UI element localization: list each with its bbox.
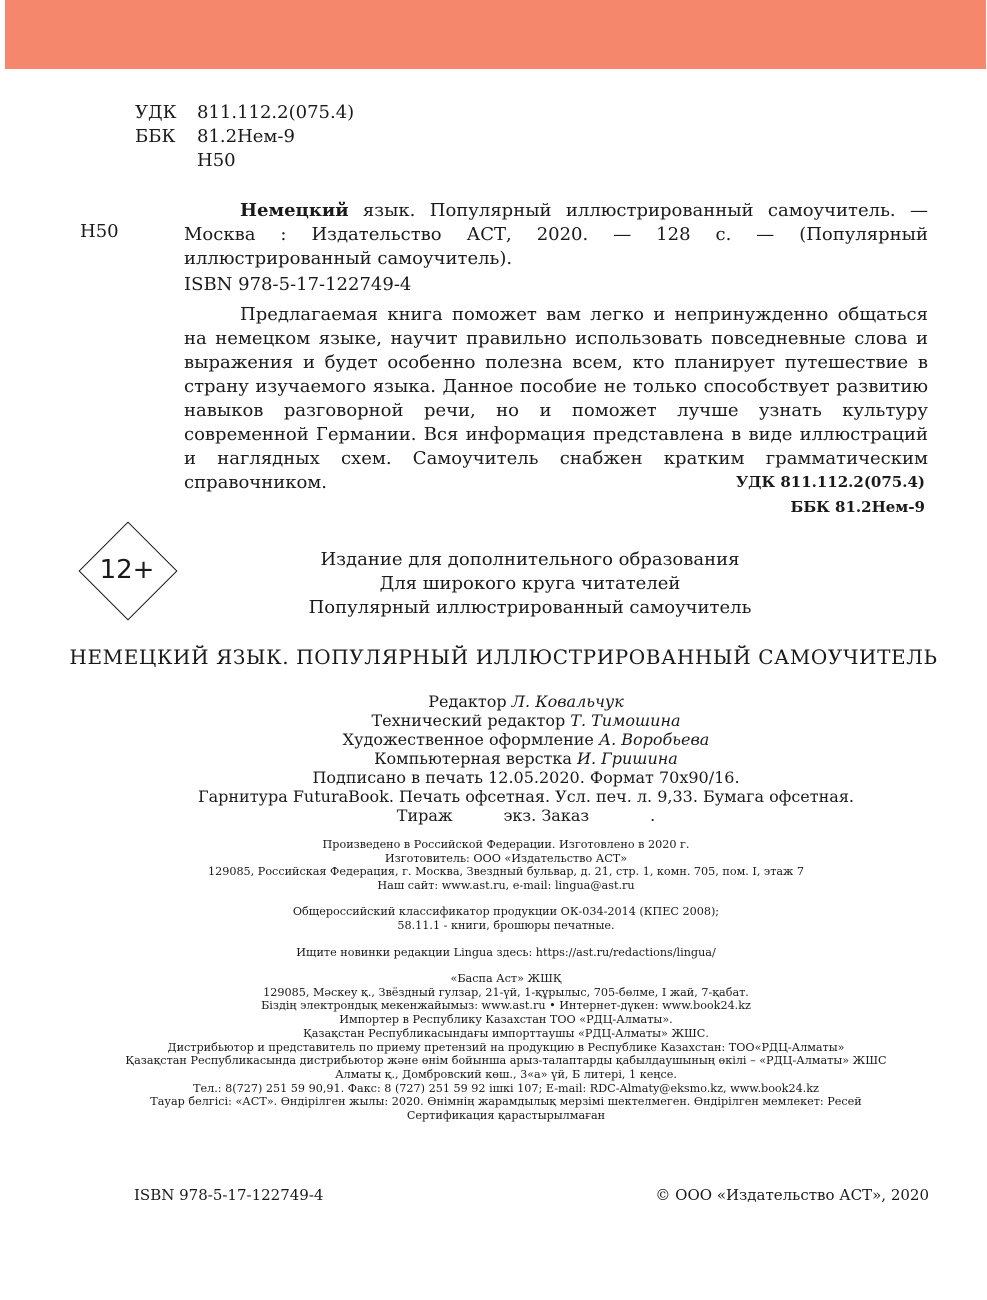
art-design-line: [180, 730, 872, 749]
bbk-value: 81.2Нем-9: [197, 126, 295, 147]
tech-editor-line: [180, 711, 872, 730]
author-mark: Н50: [80, 221, 119, 242]
age-rating-label: 12+: [99, 555, 155, 585]
footer-isbn: ISBN 978-5-17-122749-4: [134, 1186, 324, 1204]
editor-name: Л. Ковальчук: [511, 692, 624, 711]
production-line: Произведено в Российской Федерации. Изготовлено в 2020 г.: [322, 838, 690, 851]
tech-editor-role: Технический редактор: [371, 711, 571, 730]
art-design-role: Художественное оформление: [342, 730, 599, 749]
tech-editor-name: Т. Тимошина: [570, 711, 681, 730]
kz-line: Дистрибьютор и представитель по приему претензий на продукцию в Республике Казахстан: ТОО«РДЦ-Алматы»: [167, 1040, 845, 1054]
classification-codes-summary: [736, 470, 925, 520]
edition-line: Популярный иллюстрированный самоучитель: [308, 597, 752, 618]
production-line: 129085, Российская Федерация, г. Москва, Звездный бульвар, д. 21, стр. 1, комн. 705, пом. I, этаж 7: [207, 865, 805, 879]
classifier-info: [60, 905, 952, 932]
art-design-name: А. Воробьева: [598, 730, 710, 749]
kz-line: Біздің электрондық мекенжайымыз: www.ast.ru • Интернет-дүкен: www.book24.kz: [261, 999, 751, 1013]
layout-role: Компьютерная верстка: [374, 749, 578, 768]
udk-label: УДК: [135, 102, 177, 123]
book-title: НЕМЕЦКИЙ ЯЗЫК. ПОПУЛЯРНЫЙ ИЛЛЮСТРИРОВАННЫЙ САМОУЧИТЕЛЬ: [69, 645, 938, 669]
edition-info: [180, 548, 880, 620]
layout-name: И. Гришина: [577, 749, 678, 768]
kz-line: Сертификация қарастырылмаған: [406, 1109, 606, 1123]
kz-line: Импортер в Республику Казахстан ТОО «РДЦ-Алматы».: [339, 1013, 673, 1027]
circulation-line: Тираж экз. Заказ .: [396, 806, 656, 825]
isbn-line: ISBN 978-5-17-122749-4: [184, 274, 412, 295]
layout-line: [180, 749, 872, 768]
editor-role: Редактор: [428, 692, 512, 711]
book-description: Предлагаемая книга поможет вам легко и непринужденно общаться на немецком языке, научит правильно использовать повседневные слова и выражения и будет особенно полезна всем, кто планирует путешествие в страну изучаемого языка. Данное пособие не только способствует развитию навыков разговорной речи, но и поможет лучше узнать культуру современной Германии. Вся информация представлена в виде иллюстраций и наглядных схем. Самоучитель снабжен кратким грамматическим справочником.: [184, 304, 928, 493]
header-color-band: [5, 0, 986, 69]
production-line: Наш сайт: www.ast.ru, e-mail: lingua@ast.ru: [377, 879, 635, 893]
novelties-line: Ищите новинки редакции Lingua здесь: https://ast.ru/redactions/lingua/: [296, 946, 716, 959]
production-info: [60, 838, 952, 893]
author-code: Н50: [197, 150, 236, 171]
kz-line: Қазақстан Республикасында дистрибьютор және өнім бойынша арыз-талаптарды қабылдаушының өкілі – «РДЦ-Алматы» ЖШС: [125, 1054, 887, 1068]
bbk-summary: ББК 81.2Нем-9: [790, 498, 925, 516]
classification-codes: [135, 101, 354, 173]
kz-line: Тел.: 8(727) 251 59 90,91. Факс: 8 (727) 251 59 92 ішкі 107; E-mail: RDC-Almaty@eksmo.kz, www.book24.kz: [193, 1081, 819, 1095]
bbk-label: ББК: [135, 126, 176, 147]
kazakhstan-info: [60, 972, 952, 1123]
footer-copyright: © ООО «Издательство АСТ», 2020: [655, 1186, 929, 1204]
classifier-line: Общероссийский классификатор продукции ОК-034-2014 (КПЕС 2008);: [292, 905, 720, 918]
udk-summary: УДК 811.112.2(075.4): [735, 473, 925, 491]
credits-block: [180, 692, 872, 825]
bibliographic-annotation: [184, 199, 928, 271]
kz-line: Алматы қ., Домбровский көш., 3«а» үй, Б литері, 1 кеңсе.: [335, 1067, 677, 1081]
signed-line: Подписано в печать 12.05.2020. Формат 70х90/16.: [312, 768, 740, 787]
kz-line: «Баспа Аст» ЖШҚ: [450, 972, 562, 985]
kz-line: 129085, Мәскеу қ., Звёздный гулзар, 21-үй, 1-құрылыс, 705-бөлме, I жай, 7-қабат.: [263, 985, 749, 999]
kz-line: Тауар белгісі: «АСТ». Өндірілген жылы: 2020. Өнімнің жарамдылық мерзімі шектелмеген. Өндірілген мемлекет: Ресей: [150, 1095, 862, 1109]
font-paper-line: Гарнитура FuturaBook. Печать офсетная. Усл. печ. л. 9,33. Бумага офсетная.: [197, 787, 854, 806]
editor-line: [180, 692, 872, 711]
production-line: Изготовитель: ООО «Издательство АСТ»: [384, 851, 628, 865]
annotation-title: Немецкий: [240, 200, 349, 221]
classifier-line: 58.11.1 - книги, брошюры печатные.: [397, 918, 615, 932]
kz-line: Қазақстан Республикасындағы импорттаушы «РДЦ-Алматы» ЖШС.: [303, 1026, 709, 1040]
edition-line: Для широкого круга читателей: [379, 573, 681, 594]
annotation-rest: язык. Популярный иллюстрированный самоучитель. — Москва : Издательство АСТ, 2020. — 128 с. — (Популярный иллюстрированный самоучитель).: [184, 200, 928, 269]
edition-line: Издание для дополнительного образования: [320, 549, 740, 570]
udk-value: 811.112.2(075.4): [197, 102, 355, 123]
